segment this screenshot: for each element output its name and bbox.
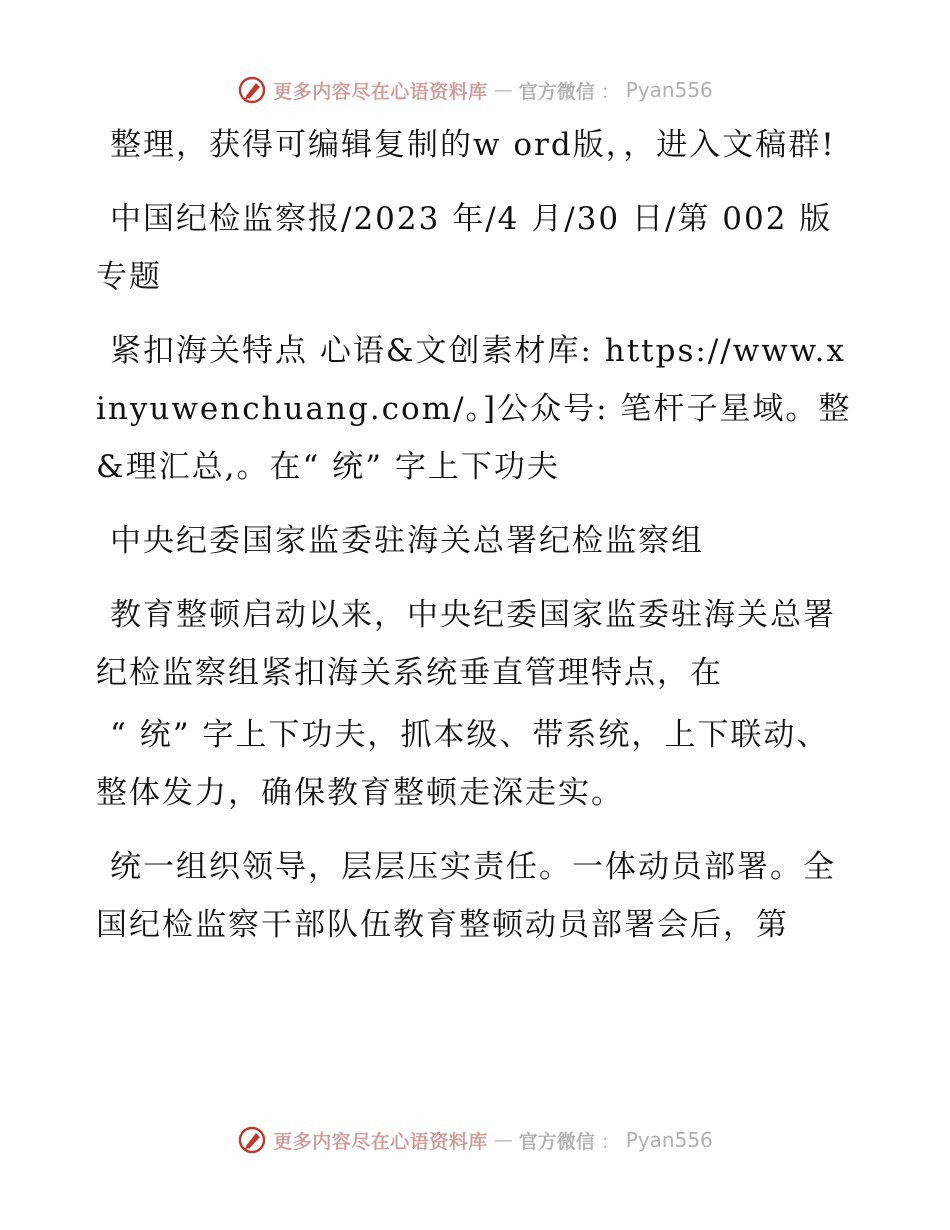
banner-dash: — [493,1129,513,1151]
banner-wechat-id: Pyan556 [625,78,713,102]
header-watermark-banner [0,70,950,110]
paragraph-body-2: “ 统” 字上下功夫，抓本级、带系统，上下联动、整体发力，确保教育整顿走深走实。 [96,717,830,811]
banner-slogan: 更多内容尽在心语资料库 [273,1130,488,1153]
document-body [96,116,856,970]
banner-dash: — [493,79,513,101]
banner-wechat-label: 官方微信 [518,1130,595,1153]
paragraph-body-3: 统一组织领导，层层压实责任。一体动员部署。全国纪检监察干部队伍教育整顿动员部署会后，第 [96,849,836,943]
paragraph-body-1: 教育整顿启动以来，中央纪委国家监委驻海关总署纪检监察组紧扣海关系统垂直管理特点，在 [96,597,836,691]
pen-nib-logo-icon [237,75,267,105]
banner-wechat-id: Pyan556 [625,1128,713,1152]
pen-nib-logo-icon [237,1125,267,1155]
footer-watermark-banner [0,1120,950,1160]
banner-colon: ： [600,1130,620,1153]
banner-slogan: 更多内容尽在心语资料库 [273,80,488,103]
paragraph-title: 紧扣海关特点 心语&文创素材库: https://www.xinyuwenchuang.com/。]公众号: 笔杆子星域。整&理汇总,。在“ 统” 字上下功夫 [96,333,852,485]
paragraph-source: 中国纪检监察报/2023 年/4 月/30 日/第 002 版专题 [96,201,833,295]
paragraph-intro: 整理，获得可编辑复制的w ord版，，进入文稿群! [110,127,836,163]
paragraph-author: 中央纪委国家监委驻海关总署纪检监察组 [110,523,704,559]
banner-colon: ： [600,80,620,103]
banner-wechat-label: 官方微信 [518,80,595,103]
